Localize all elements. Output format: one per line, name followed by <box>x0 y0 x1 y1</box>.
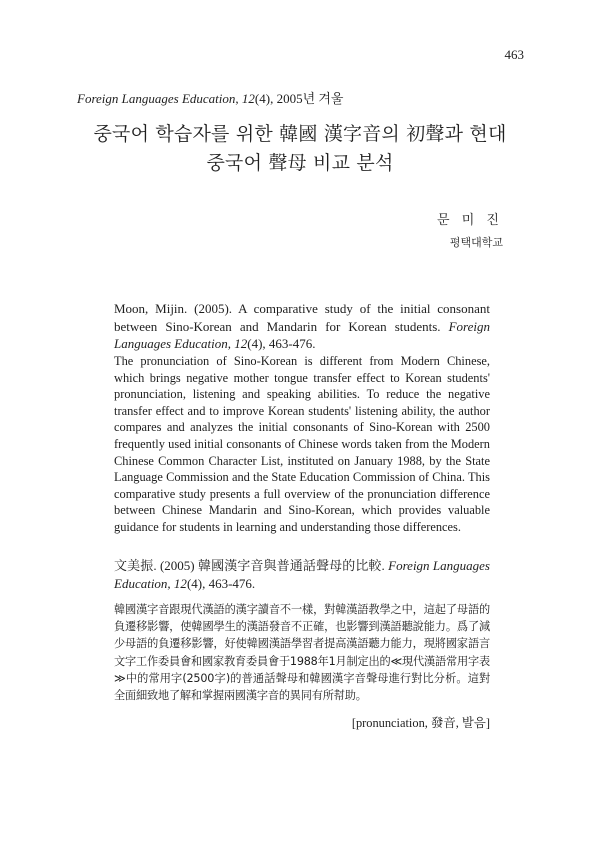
journal-volume: 12 <box>241 91 255 106</box>
keywords: [pronunciation, 發音, 발음] <box>351 716 490 730</box>
title-line-1: 중국어 학습자를 위한 韓國 漢字音의 初聲과 현대 <box>93 123 507 145</box>
citation-cn-journal: Foreign Languages Education, 12 <box>114 558 490 591</box>
citation-chinese <box>114 557 490 592</box>
citation-en-suffix: (4), 463-476. <box>247 336 316 351</box>
citation-en-journal: Foreign Languages Education, 12 <box>114 318 490 351</box>
abstract-chinese: 韓國漢字音跟現代漢語的漢字讀音不一樣，對韓漢語教學之中，這起了母語的負遷移影響，使韓國學生的漢語發音不正確，也影響到漢語聽說能力。爲了減少母語的負遷移影響，好使韓國漢語學習者提高漢語聽力能力，現將國家語言文字工作委員會和國家教育委員會于1988年1月制定出的≪現代漢語常用字表≫中的常用字(2500字)的普通話聲母和韓國漢字音聲母進行對比分析。這對全面細致地了解和掌握兩國漢字音的異同有所幇助。 <box>114 603 490 703</box>
journal-header: Foreign Languages Education, 12(4), 2005년 겨울 <box>77 91 344 106</box>
author-block <box>437 210 503 254</box>
author-affiliation: 평택대학교 <box>449 236 503 249</box>
author-name: 문 미 진 <box>437 213 503 228</box>
title-line-2: 중국어 聲母 비교 분석 <box>206 152 394 174</box>
abstract-english: The pronunciation of Sino-Korean is different from Modern Chinese, which brings negative mother tongue transfer effect to Korean students' pronunciation, listening and speaking abilities. To reduce the negative transfer effect and to improve Korean students' listening ability, the author compares and analyzes the initial consonants of Sino-Korean with 2500 frequently used initial consonants of Chinese words taken from the Modern Chinese Common Character List, instituted on January 1988, by the State Language Commission and the State Education Commission of China. This comparative study presents a full overview of the pronunciation difference between Chinese Mandarin and Sino-Korean, which provides valuable guidance for students in learning and understanding those differences. <box>114 354 490 534</box>
citation-english <box>114 300 490 353</box>
journal-name: Foreign Languages Education <box>77 91 236 106</box>
page-number: 463 <box>504 47 524 62</box>
citation-cn-prefix: 文美振. (2005) 韓國漢字音與普通話聲母的比較. <box>114 558 389 573</box>
paper-title <box>40 120 560 178</box>
citation-en-prefix: Moon, Mijin. (2005). A comparative study of the initial consonant between Sino-Korean and Mandarin for Korean students. <box>114 301 490 334</box>
journal-issue: (4), 2005년 겨울 <box>254 91 344 106</box>
citation-cn-suffix: (4), 463-476. <box>186 575 256 591</box>
